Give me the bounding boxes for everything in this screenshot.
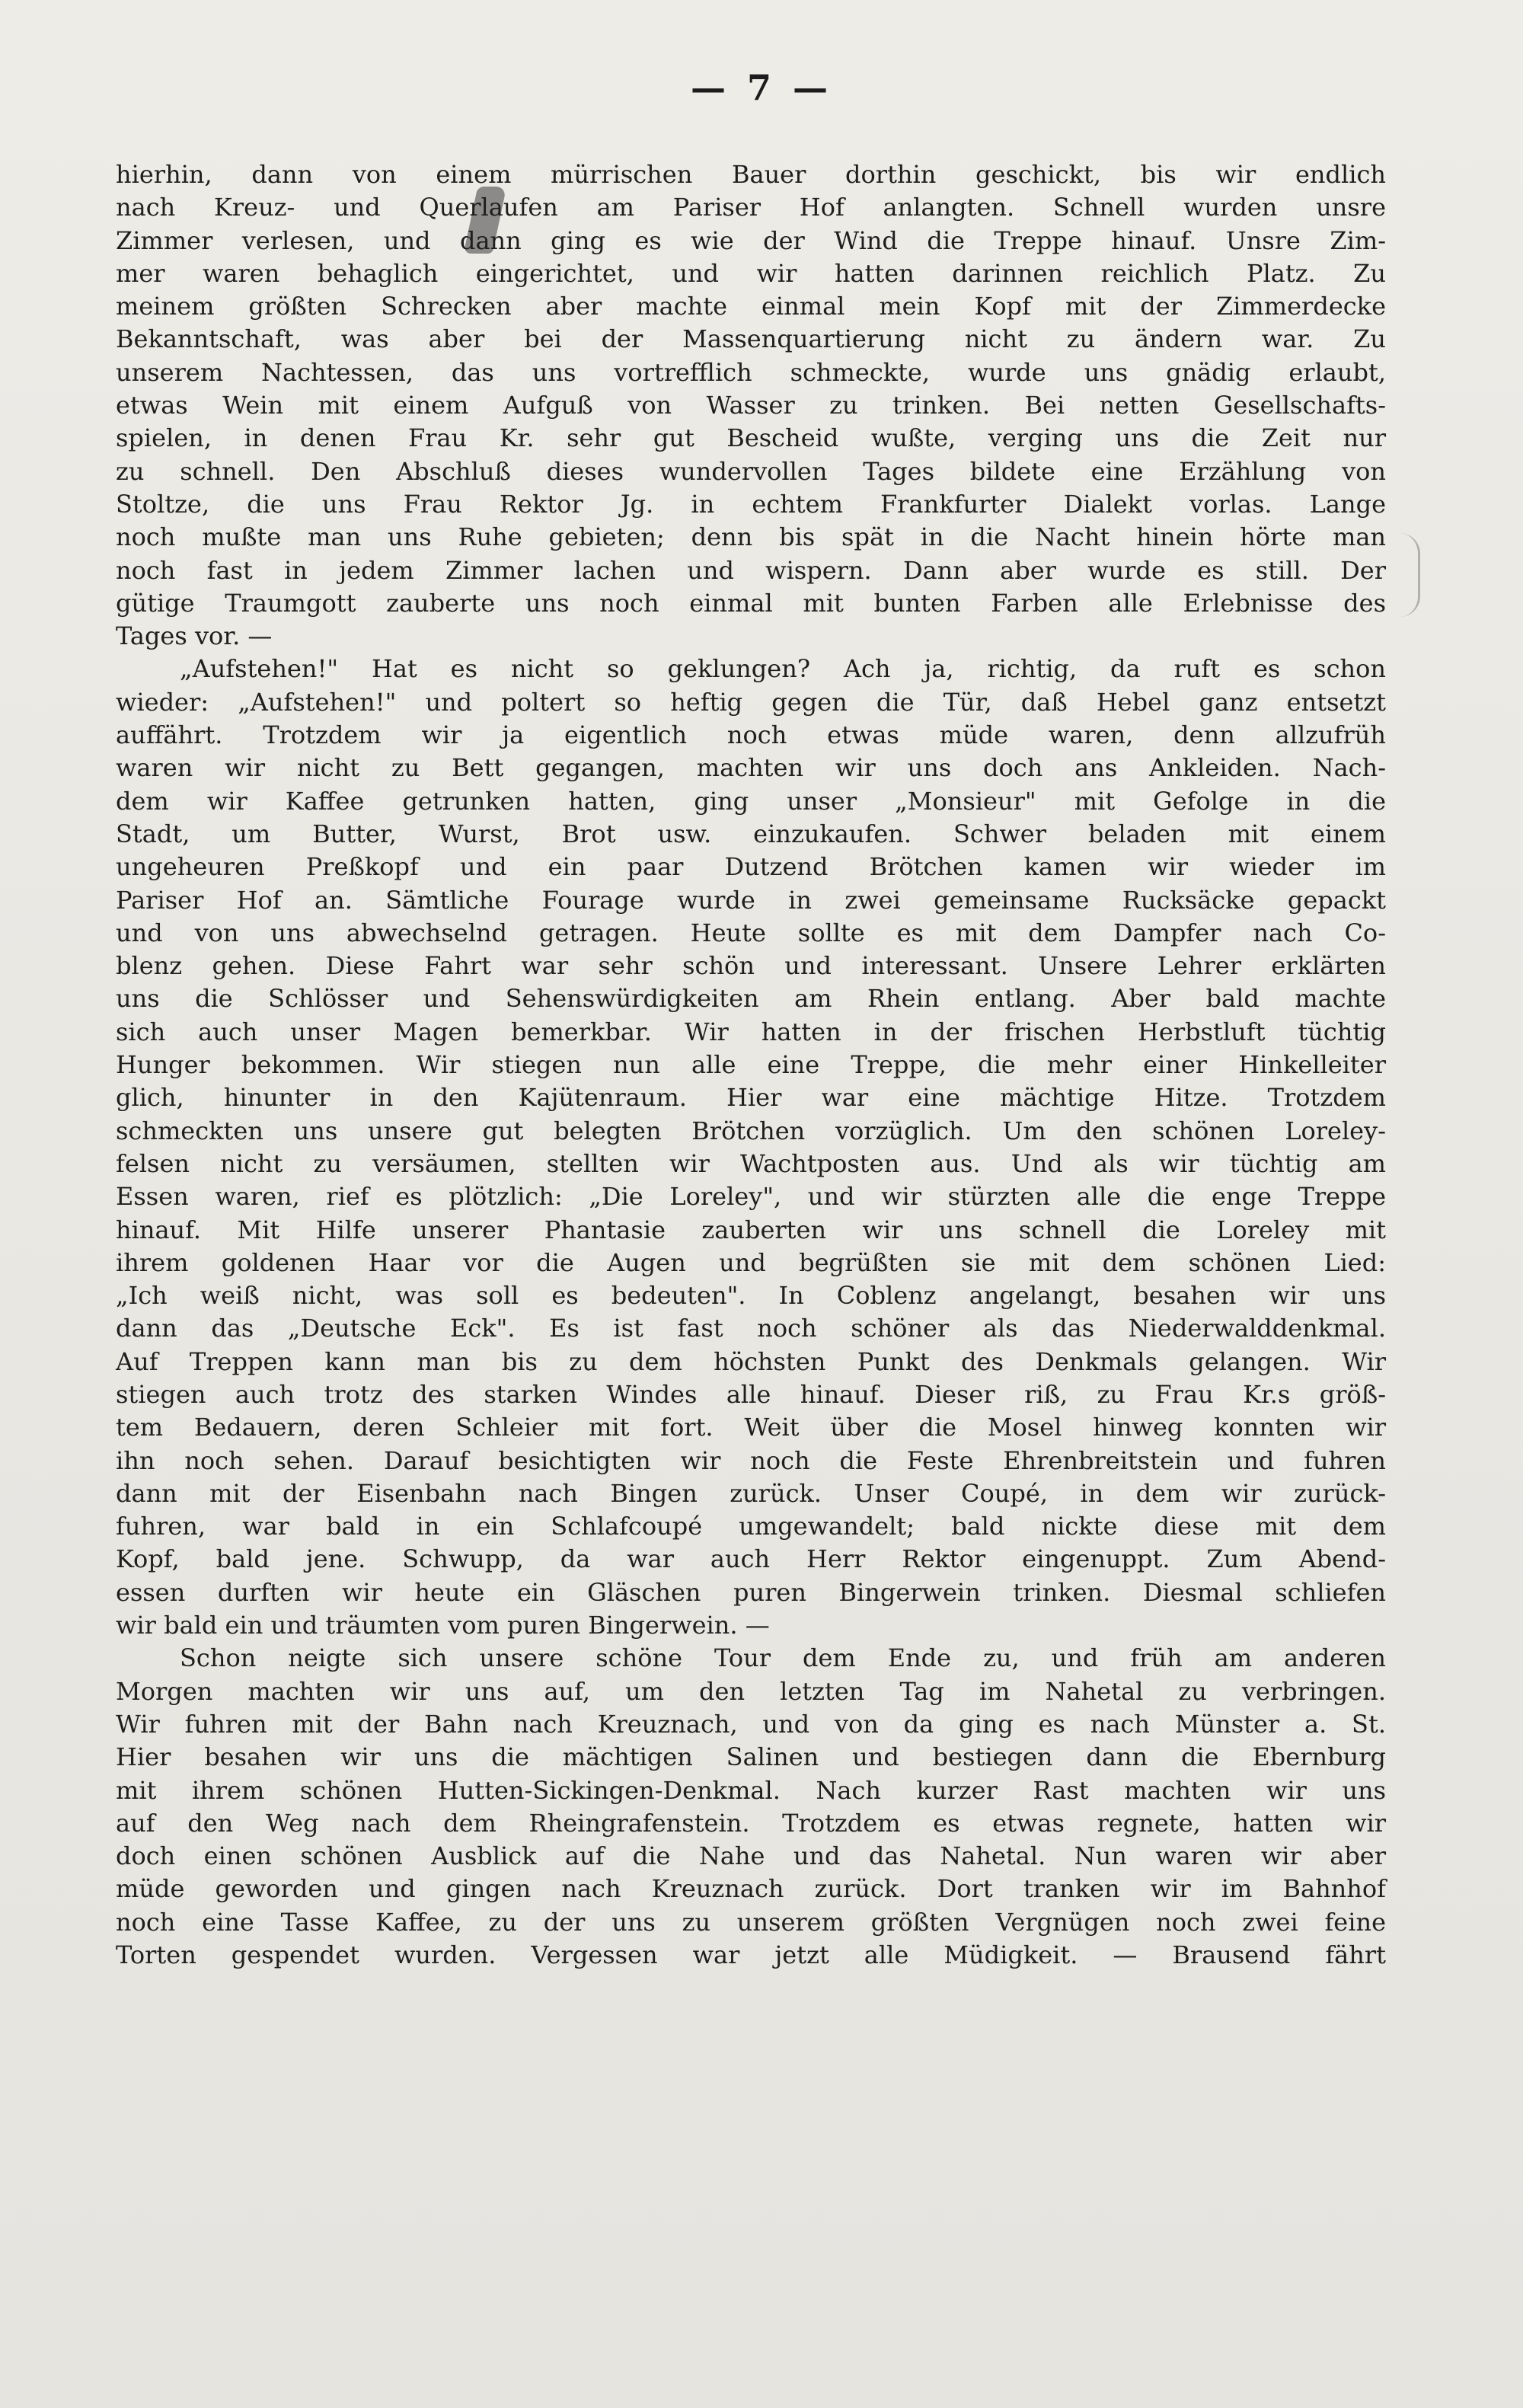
text-line: Morgen machten wir uns auf, um den letzten Tag im Nahetal zu verbringen. bbox=[116, 1676, 1386, 1706]
text-line: dann das „Deutsche Eck". Es ist fast noch schöner als das Niederwalddenkmal. bbox=[116, 1314, 1386, 1343]
text-line: tem Bedauern, deren Schleier mit fort. Weit über die Mosel hinweg konnten wir bbox=[116, 1413, 1386, 1442]
text-line: glich, hinunter in den Kajütenraum. Hier war eine mächtige Hitze. Trotzdem bbox=[116, 1083, 1386, 1113]
text-line: Wir fuhren mit der Bahn nach Kreuznach, und von da ging es nach Münster a. St. bbox=[116, 1709, 1386, 1739]
text-line: und von uns abwechselnd getragen. Heute sollte es mit dem Dampfer nach Co- bbox=[116, 918, 1386, 947]
text-line: uns die Schlösser und Sehenswürdigkeiten am Rhein entlang. Aber bald machte bbox=[116, 984, 1386, 1014]
text-line: nach Kreuz- und Querlaufen am Pariser Hof anlangten. Schnell wurden unsre bbox=[116, 193, 1386, 222]
text-line: „Ich weiß nicht, was soll es bedeuten". In Coblenz angelangt, besahen wir uns bbox=[116, 1281, 1386, 1311]
text-line: noch fast in jedem Zimmer lachen und wispern. Dann aber wurde es still. Der bbox=[116, 555, 1386, 585]
text-line: doch einen schönen Ausblick auf die Nahe und das Nahetal. Nun waren wir aber bbox=[116, 1841, 1386, 1871]
text-line: spielen, in denen Frau Kr. sehr gut Bescheid wußte, verging uns die Zeit nur bbox=[116, 423, 1386, 453]
text-line: felsen nicht zu versäumen, stellten wir Wachtposten aus. Und als wir tüchtig am bbox=[116, 1148, 1386, 1178]
text-line: mer waren behaglich eingerichtet, und wir hatten darinnen reichlich Platz. Zu bbox=[116, 258, 1386, 288]
text-line: gütige Traumgott zauberte uns noch einmal mit bunten Farben alle Erlebnisse des bbox=[116, 588, 1386, 618]
text-line: noch mußte man uns Ruhe gebieten; denn bis spät in die Nacht hinein hörte man bbox=[116, 522, 1386, 552]
margin-pencil-mark bbox=[1400, 533, 1420, 617]
paragraph bbox=[116, 1642, 1386, 1972]
text-line: ihn noch sehen. Darauf besichtigten wir noch die Feste Ehrenbreitstein und fuhren bbox=[116, 1445, 1386, 1475]
text-line: dem wir Kaffee getrunken hatten, ging unser „Monsieur" mit Gefolge in die bbox=[116, 786, 1386, 816]
text-line: Zimmer verlesen, und dann ging es wie der Wind die Treppe hinauf. Unsre Zim- bbox=[116, 225, 1386, 255]
text-line: ihrem goldenen Haar vor die Augen und begrüßten sie mit dem schönen Lied: bbox=[116, 1247, 1386, 1277]
text-line: Tages vor. — bbox=[116, 621, 273, 651]
text-line: auffährt. Trotzdem wir ja eigentlich noch etwas müde waren, denn allzufrüh bbox=[116, 720, 1386, 750]
text-line: blenz gehen. Diese Fahrt war sehr schön und interessant. Unsere Lehrer erklärten bbox=[116, 951, 1386, 981]
text-line: Torten gespendet wurden. Vergessen war jetzt alle Müdigkeit. — Brausend fährt bbox=[116, 1940, 1386, 1970]
paragraph bbox=[116, 653, 1386, 1642]
text-line: stiegen auch trotz des starken Windes alle hinauf. Dieser riß, zu Frau Kr.s größ- bbox=[116, 1379, 1386, 1409]
text-line: Bekanntschaft, was aber bei der Massenquartierung nicht zu ändern war. Zu bbox=[116, 324, 1386, 354]
text-line: hinauf. Mit Hilfe unserer Phantasie zauberten wir uns schnell die Loreley mit bbox=[116, 1215, 1386, 1244]
text-line: zu schnell. Den Abschluß dieses wundervollen Tages bildete eine Erzählung von bbox=[116, 456, 1386, 486]
text-line: sich auch unser Magen bemerkbar. Wir hatten in der frischen Herbstluft tüchtig bbox=[116, 1017, 1386, 1046]
text-line: ungeheuren Preßkopf und ein paar Dutzend Brötchen kamen wir wieder im bbox=[116, 852, 1386, 882]
text-line: Pariser Hof an. Sämtliche Fourage wurde in zwei gemeinsame Rucksäcke gepackt bbox=[116, 885, 1386, 915]
text-line: müde geworden und gingen nach Kreuznach zurück. Dort tranken wir im Bahnhof bbox=[116, 1874, 1386, 1904]
text-line: fuhren, war bald in ein Schlafcoupé umgewandelt; bald nickte diese mit dem bbox=[116, 1512, 1386, 1541]
text-line: Schon neigte sich unsere schöne Tour dem Ende zu, und früh am anderen bbox=[180, 1643, 1386, 1673]
text-line: noch eine Tasse Kaffee, zu der uns zu unserem größten Vergnügen noch zwei feine bbox=[116, 1907, 1386, 1937]
text-line: „Aufstehen!" Hat es nicht so geklungen? Ach ja, richtig, da ruft es schon bbox=[180, 654, 1386, 684]
text-line: Stadt, um Butter, Wurst, Brot usw. einzukaufen. Schwer beladen mit einem bbox=[116, 819, 1386, 848]
text-line: wieder: „Aufstehen!" und poltert so heftig gegen die Tür, daß Hebel ganz entsetzt bbox=[116, 687, 1386, 717]
text-line: auf den Weg nach dem Rheingrafenstein. Trotzdem es etwas regnete, hatten wir bbox=[116, 1808, 1386, 1838]
text-line: Hunger bekommen. Wir stiegen nun alle eine Treppe, die mehr einer Hinkelleiter bbox=[116, 1050, 1386, 1080]
text-line: Auf Treppen kann man bis zu dem höchsten Punkt des Denkmals gelangen. Wir bbox=[116, 1346, 1386, 1376]
text-line: essen durften wir heute ein Gläschen puren Bingerwein trinken. Diesmal schliefen bbox=[116, 1577, 1386, 1607]
text-line: etwas Wein mit einem Aufguß von Wasser zu trinken. Bei netten Gesellschafts- bbox=[116, 391, 1386, 420]
text-line: meinem größten Schrecken aber machte einmal mein Kopf mit der Zimmerdecke bbox=[116, 292, 1386, 321]
text-line: waren wir nicht zu Bett gegangen, machten wir uns doch ans Ankleiden. Nach- bbox=[116, 753, 1386, 783]
text-line: Hier besahen wir uns die mächtigen Salinen und bestiegen dann die Ebernburg bbox=[116, 1742, 1386, 1772]
page-number: — 7 — bbox=[690, 67, 833, 108]
text-line: dann mit der Eisenbahn nach Bingen zurück. Unser Coupé, in dem wir zurück- bbox=[116, 1478, 1386, 1508]
text-line: unserem Nachtessen, das uns vortrefflich schmeckte, wurde uns gnädig erlaubt, bbox=[116, 357, 1386, 387]
text-line: wir bald ein und träumten vom puren Bingerwein. — bbox=[116, 1611, 770, 1640]
text-line: Stoltze, die uns Frau Rektor Jg. in echtem Frankfurter Dialekt vorlas. Lange bbox=[116, 489, 1386, 519]
text-line: hierhin, dann von einem mürrischen Bauer dorthin geschickt, bis wir endlich bbox=[116, 160, 1386, 189]
text-line: Kopf, bald jene. Schwupp, da war auch Herr Rektor eingenuppt. Zum Abend- bbox=[116, 1544, 1386, 1574]
paragraph bbox=[116, 158, 1386, 653]
body-text bbox=[116, 158, 1386, 1972]
text-line: mit ihrem schönen Hutten-Sickingen-Denkmal. Nach kurzer Rast machten wir uns bbox=[116, 1775, 1386, 1805]
text-line: Essen waren, rief es plötzlich: „Die Loreley", und wir stürzten alle die enge Treppe bbox=[116, 1182, 1386, 1212]
text-line: schmeckten uns unsere gut belegten Brötchen vorzüglich. Um den schönen Loreley- bbox=[116, 1116, 1386, 1145]
